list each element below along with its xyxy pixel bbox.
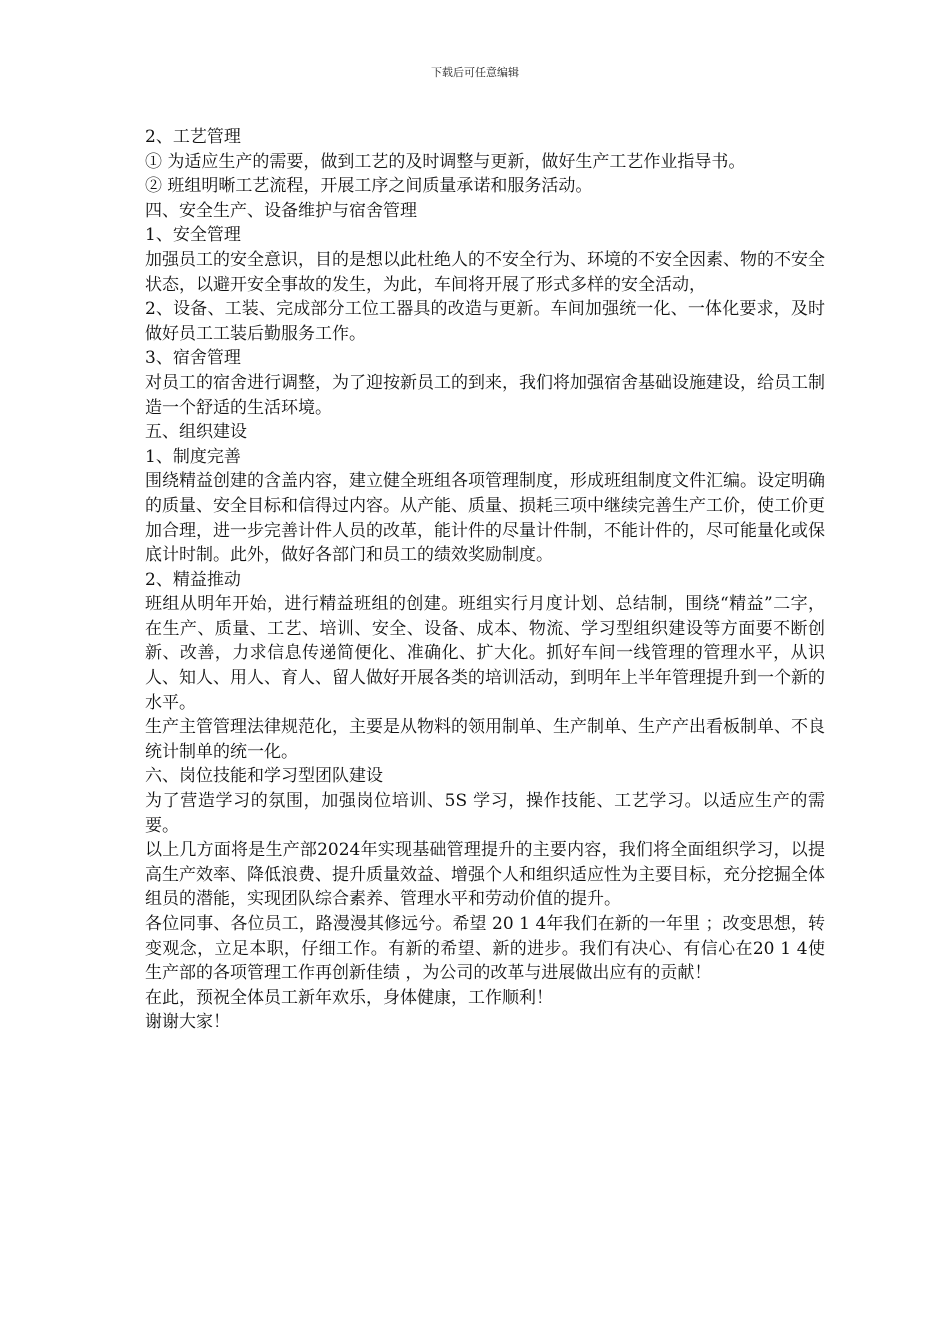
- body-paragraph: 加强员工的安全意识，目的是想以此杜绝人的不安全行为、环境的不安全因素、物的不安全状态，以避开安全事故的发生，为此，车间将开展了形式多样的安全活动，: [145, 249, 825, 295]
- section-heading: 2、工艺管理: [145, 127, 241, 147]
- body-paragraph: 谢谢大家！: [145, 1012, 230, 1033]
- body-paragraph: 在此，预祝全体员工新年欢乐，身体健康，工作顺利！: [145, 987, 553, 1008]
- body-paragraph: 围绕精益创建的含盖内容，建立健全班组各项管理制度，形成班组制度文件汇编。设定明确的质量、安全目标和信得过内容。从产能、质量、损耗三项中继续完善生产工价，使工价更加合理，进一步完善计件人员的改革，能计件的尽量计件制，不能计件的，尽可能量化或保底计时制。此外，做好各部门和员工的绩效奖励制度。: [145, 471, 825, 566]
- list-item: ① 为适应生产的需要，做到工艺的及时调整与更新，做好生产工艺作业指导书。: [145, 151, 746, 172]
- section-heading: 2、精益推动: [145, 569, 241, 590]
- document-body: [145, 125, 825, 1035]
- section-heading: 1、安全管理: [145, 225, 241, 246]
- body-paragraph: 生产主管管理法律规范化，主要是从物料的领用制单、生产制单、生产产出看板制单、不良统计制单的统一化。: [145, 717, 825, 762]
- body-paragraph: 为了营造学习的氛围，加强岗位培训、5S 学习，操作技能、工艺学习。以适应生产的需要。: [145, 791, 825, 836]
- body-paragraph: 以上几方面将是生产部2024年实现基础管理提升的主要内容，我们将全面组织学习，以提高生产效率、降低浪费、提升质量效益、增强个人和组织适应性为主要目标，充分挖掘全体组员的潜能，实现团队综合素养、管理水平和劳动价值的提升。: [145, 840, 825, 910]
- body-paragraph: 2、设备、工装、完成部分工位工器具的改造与更新。车间加强统一化、一体化要求，及时做好员工工装后勤服务工作。: [145, 299, 825, 344]
- page-header: 下载后可任意编辑: [431, 66, 519, 79]
- body-paragraph: 各位同事、各位员工，路漫漫其修远兮。希望 20 1 4年我们在新的一年里 ；改变思想，转变观念，立足本职，仔细工作。有新的希望、新的进步。我们有决心、有信心在20 1 4使生产部的各项管理工作再创新佳绩 ，为公司的改革与进展做出应有的贡献！: [145, 914, 825, 984]
- section-heading: 3、宿舍管理: [145, 348, 241, 369]
- list-item: ② 班组明晰工艺流程，开展工序之间质量承诺和服务活动。: [145, 176, 593, 197]
- body-paragraph: 对员工的宿舍进行调整，为了迎按新员工的到来，我们将加强宿舍基础设施建设，给员工制造一个舒适的生活环境。: [145, 372, 825, 418]
- section-heading: 六、岗位技能和学习型团队建设: [145, 766, 383, 787]
- section-heading: 1、制度完善: [145, 446, 241, 467]
- section-heading: 四、安全生产、设备维护与宿舍管理: [145, 200, 417, 221]
- body-paragraph: 班组从明年开始，进行精益班组的创建。班组实行月度计划、总结制，围绕“精益”二字，在生产、质量、工艺、培训、安全、设备、成本、物流、学习型组织建设等方面要不断创新、改善，力求信息传递简便化、准确化、扩大化。抓好车间一线管理的管理水平，从识人、知人、用人、育人、留人做好开展各类的培训活动，到明年上半年管理提升到一个新的水平。: [145, 594, 825, 713]
- section-heading: 五、组织建设: [145, 422, 247, 443]
